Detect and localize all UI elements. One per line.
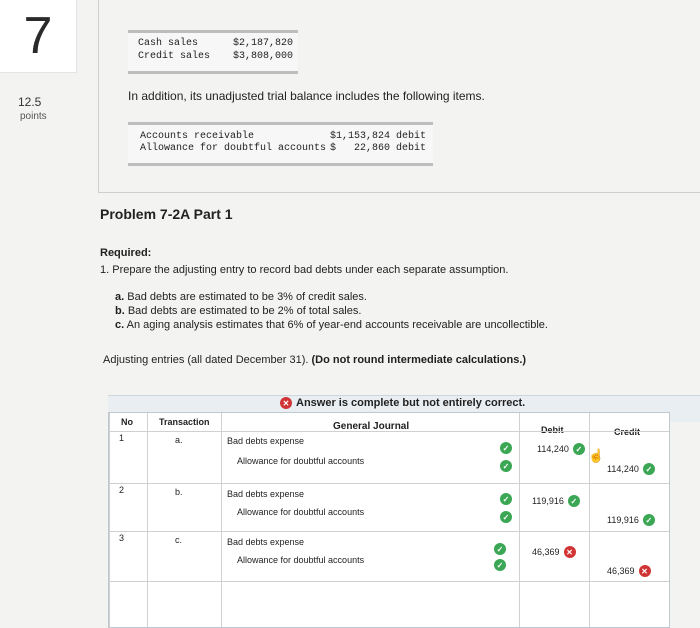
entry-transaction[interactable]: a. — [175, 435, 183, 445]
check-icon: ✓ — [494, 543, 506, 555]
incorrect-icon: ✕ — [639, 565, 651, 577]
adjusting-text: Adjusting entries (all dated December 31). — [103, 354, 309, 366]
debit-value: 46,369 — [532, 547, 560, 557]
assumption-item — [115, 304, 548, 318]
entry-transaction[interactable]: c. — [175, 535, 183, 545]
credit-amount[interactable] — [607, 514, 655, 526]
answer-status-text: Answer is complete but not entirely correct. — [296, 397, 526, 409]
debit-amount[interactable] — [532, 495, 580, 507]
debit-value: 114,240 — [537, 444, 569, 454]
adjusting-instructions — [103, 354, 526, 366]
points-label: points — [20, 111, 47, 122]
assumption-item — [115, 318, 548, 332]
assumption-letter: c. — [115, 319, 125, 331]
assumption-item — [115, 290, 548, 304]
check-icon: ✓ — [500, 493, 512, 505]
header-no: No — [121, 417, 133, 427]
incorrect-icon: ✕ — [564, 546, 576, 558]
check-icon: ✓ — [573, 443, 585, 455]
check-icon: ✓ — [500, 442, 512, 454]
incorrect-icon: ✕ — [280, 397, 292, 409]
check-icon: ✓ — [494, 559, 506, 571]
trial-balance-amount: $ 22,860 debit — [330, 143, 427, 154]
debit-account[interactable]: Bad debts expense — [227, 489, 305, 499]
trial-balance-row — [140, 143, 430, 154]
sales-label: Cash sales — [138, 38, 199, 49]
header-credit: Credit — [614, 427, 641, 437]
assumption-text: An aging analysis estimates that 6% of year-end accounts receivable are uncollectible. — [126, 319, 548, 331]
assumption-list — [115, 290, 548, 332]
header-debit: Debit — [541, 425, 564, 435]
entry-no: 1 — [119, 433, 125, 443]
answer-status — [280, 397, 525, 409]
question-number: 7 — [0, 0, 77, 73]
check-icon: ✓ — [643, 463, 655, 475]
credit-account[interactable]: Allowance for doubtful accounts — [237, 555, 365, 565]
trial-balance-row — [140, 131, 430, 142]
sales-table — [128, 30, 298, 74]
check-icon: ✓ — [568, 495, 580, 507]
debit-amount[interactable] — [537, 443, 585, 455]
assumption-text: Bad debts are estimated to be 2% of total sales. — [127, 305, 362, 317]
credit-value: 119,916 — [607, 515, 639, 525]
assumption-letter: a. — [115, 291, 125, 303]
debit-account[interactable]: Bad debts expense — [227, 436, 305, 446]
trial-balance-label: Allowance for doubtful accounts — [140, 143, 327, 154]
sales-amount: $3,808,000 — [233, 51, 294, 62]
check-icon: ✓ — [643, 514, 655, 526]
assumption-text: Bad debts are estimated to be 3% of credit sales. — [127, 291, 367, 303]
intro-text: In addition, its unadjusted trial balance includes the following items. — [128, 89, 485, 103]
credit-value: 114,240 — [607, 464, 639, 474]
credit-account[interactable]: Allowance for doubtful accounts — [237, 507, 365, 517]
trial-balance-table — [128, 122, 433, 166]
sales-row — [138, 51, 298, 62]
journal-title: General Journal — [333, 421, 410, 432]
debit-amount[interactable] — [532, 546, 576, 558]
assumption-letter: b. — [115, 305, 125, 317]
check-icon: ✓ — [500, 460, 512, 472]
entry-no: 2 — [119, 485, 125, 495]
trial-balance-amount: $1,153,824 debit — [330, 131, 427, 142]
debit-value: 119,916 — [532, 496, 564, 506]
check-icon: ✓ — [500, 511, 512, 523]
sales-amount: $2,187,820 — [233, 38, 294, 49]
sales-row — [138, 38, 298, 49]
points-value: 12.5 — [18, 95, 42, 109]
credit-account[interactable]: Allowance for doubtful accounts — [237, 456, 365, 466]
required-item: 1. Prepare the adjusting entry to record bad debts under each separate assumption. — [100, 264, 509, 276]
header-transaction: Transaction — [159, 417, 210, 427]
credit-amount[interactable] — [607, 565, 651, 577]
sales-label: Credit sales — [138, 51, 211, 62]
adjusting-note: (Do not round intermediate calculations.) — [311, 354, 527, 366]
required-title: Required: — [100, 247, 152, 259]
entry-transaction[interactable]: b. — [175, 487, 183, 497]
general-journal-table — [108, 412, 670, 628]
entry-no: 3 — [119, 533, 125, 543]
hand-cursor-icon: ☝ — [588, 448, 605, 463]
debit-account[interactable]: Bad debts expense — [227, 537, 305, 547]
trial-balance-label: Accounts receivable — [140, 131, 255, 142]
credit-amount[interactable] — [607, 463, 655, 475]
part-title: Problem 7-2A Part 1 — [100, 206, 233, 222]
credit-value: 46,369 — [607, 566, 635, 576]
